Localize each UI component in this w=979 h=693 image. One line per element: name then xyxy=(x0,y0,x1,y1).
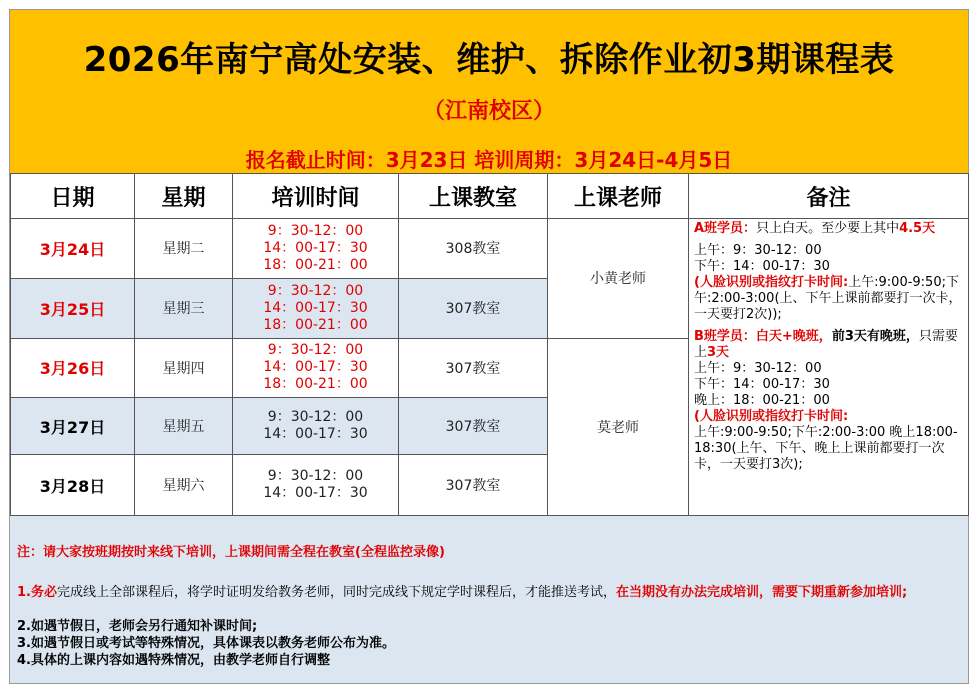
class-a-afternoon: 下午：14：00-17：30 xyxy=(694,259,830,274)
time-slot: 18：00-21：00 xyxy=(263,316,368,333)
teacher-cell: 莫老师 xyxy=(548,338,689,515)
class-b-afternoon: 下午：14：00-17：30 xyxy=(694,377,830,392)
table-header-row xyxy=(11,174,969,219)
time-slot: 14：00-17：30 xyxy=(263,239,368,256)
room-cell: 307教室 xyxy=(399,338,548,398)
date-cell: 3月28日 xyxy=(11,455,135,516)
class-a-morning: 上午：9：30-12：00 xyxy=(694,243,822,258)
header-banner xyxy=(10,10,968,173)
weekday-cell: 星期二 xyxy=(135,219,233,279)
notes-cell xyxy=(689,219,969,516)
time-slot: 14：00-17：30 xyxy=(263,426,368,443)
weekday-cell: 星期六 xyxy=(135,455,233,516)
col-header-notes: 备注 xyxy=(689,174,969,219)
room-cell: 307教室 xyxy=(399,455,548,516)
time-slot: 9：30-12：00 xyxy=(267,409,364,426)
class-b-punch: (人脸识别或指纹打卡时间: 上午:9:00-9:50;下午:2:00-3:00 晚上18:00-18:30(上午、下午、晚上上课前都要打一次卡，一天要打3次); xyxy=(694,409,958,472)
schedule-sheet xyxy=(9,9,969,684)
date-cell: 3月26日 xyxy=(11,338,135,398)
date-cell: 3月27日 xyxy=(11,398,135,455)
date-cell: 3月24日 xyxy=(11,219,135,279)
time-cell xyxy=(233,219,399,279)
time-cell xyxy=(233,278,399,338)
schedule-table xyxy=(10,173,969,516)
footer-item-2: 2.如遇节假日，老师会另行通知补课时间; xyxy=(17,619,258,634)
class-b-evening: 晚上：18：00-21：00 xyxy=(694,393,830,408)
footer-attendance-note: 注：请大家按班期按时来线下培训，上课期间需全程在教室(全程监控录像) xyxy=(17,545,445,560)
time-slot: 14：00-17：30 xyxy=(263,485,368,502)
date-cell: 3月25日 xyxy=(11,278,135,338)
weekday-cell: 星期三 xyxy=(135,278,233,338)
col-header-teacher: 上课老师 xyxy=(548,174,689,219)
room-cell: 307教室 xyxy=(399,398,548,455)
class-a-punch: (人脸识别或指纹打卡时间:上午:9:00-9:50;下午:2:00-3:00(上、下午上课前都要打一次卡，一天要打2次)); xyxy=(694,275,962,322)
time-slot: 18：00-21：00 xyxy=(263,376,368,393)
col-header-time: 培训时间 xyxy=(233,174,399,219)
time-cell xyxy=(233,455,399,516)
room-cell: 308教室 xyxy=(399,219,548,279)
page-title: 2026年南宁高处安装、维护、拆除作业初3期课程表 xyxy=(83,40,895,80)
time-slot: 9：30-12：00 xyxy=(267,468,364,485)
table-row xyxy=(11,219,969,279)
class-b-morning: 上午：9：30-12：00 xyxy=(694,361,822,376)
class-a-note: A班学员：只上白天。至少要上其中4.5天 xyxy=(694,221,936,236)
footer-item-1: 1.务必完成线上全部课程后，将学时证明发给教务老师，同时完成线下规定学时课程后，才能推送考试，在当期没有办法完成培训，需要下期重新参加培训; xyxy=(17,585,908,600)
campus-label: （江南校区） xyxy=(422,99,555,124)
room-cell: 307教室 xyxy=(399,278,548,338)
time-cell xyxy=(233,338,399,398)
time-cell xyxy=(233,398,399,455)
col-header-weekday: 星期 xyxy=(135,174,233,219)
time-slot: 14：00-17：30 xyxy=(263,359,368,376)
footer-item-4: 4.具体的上课内容如遇特殊情况，由教学老师自行调整 xyxy=(17,653,330,668)
class-b-note: B班学员：白天+晚班，前3天有晚班，只需要上3天 xyxy=(694,329,958,360)
col-header-date: 日期 xyxy=(11,174,135,219)
time-slot: 14：00-17：30 xyxy=(263,299,368,316)
teacher-cell: 小黄老师 xyxy=(548,219,689,339)
time-slot: 9：30-12：00 xyxy=(267,222,364,239)
time-slot: 18：00-21：00 xyxy=(263,256,368,273)
footer-item-3: 3.如遇节假日或考试等特殊情况，具体课表以教务老师公布为准。 xyxy=(17,636,395,651)
col-header-room: 上课教室 xyxy=(399,174,548,219)
time-slot: 9：30-12：00 xyxy=(267,282,364,299)
deadline-line: 报名截止时间：3月23日 培训周期：3月24日-4月5日 xyxy=(245,148,733,172)
weekday-cell: 星期五 xyxy=(135,398,233,455)
footer-notes xyxy=(10,516,968,683)
weekday-cell: 星期四 xyxy=(135,338,233,398)
time-slot: 9：30-12：00 xyxy=(267,342,364,359)
